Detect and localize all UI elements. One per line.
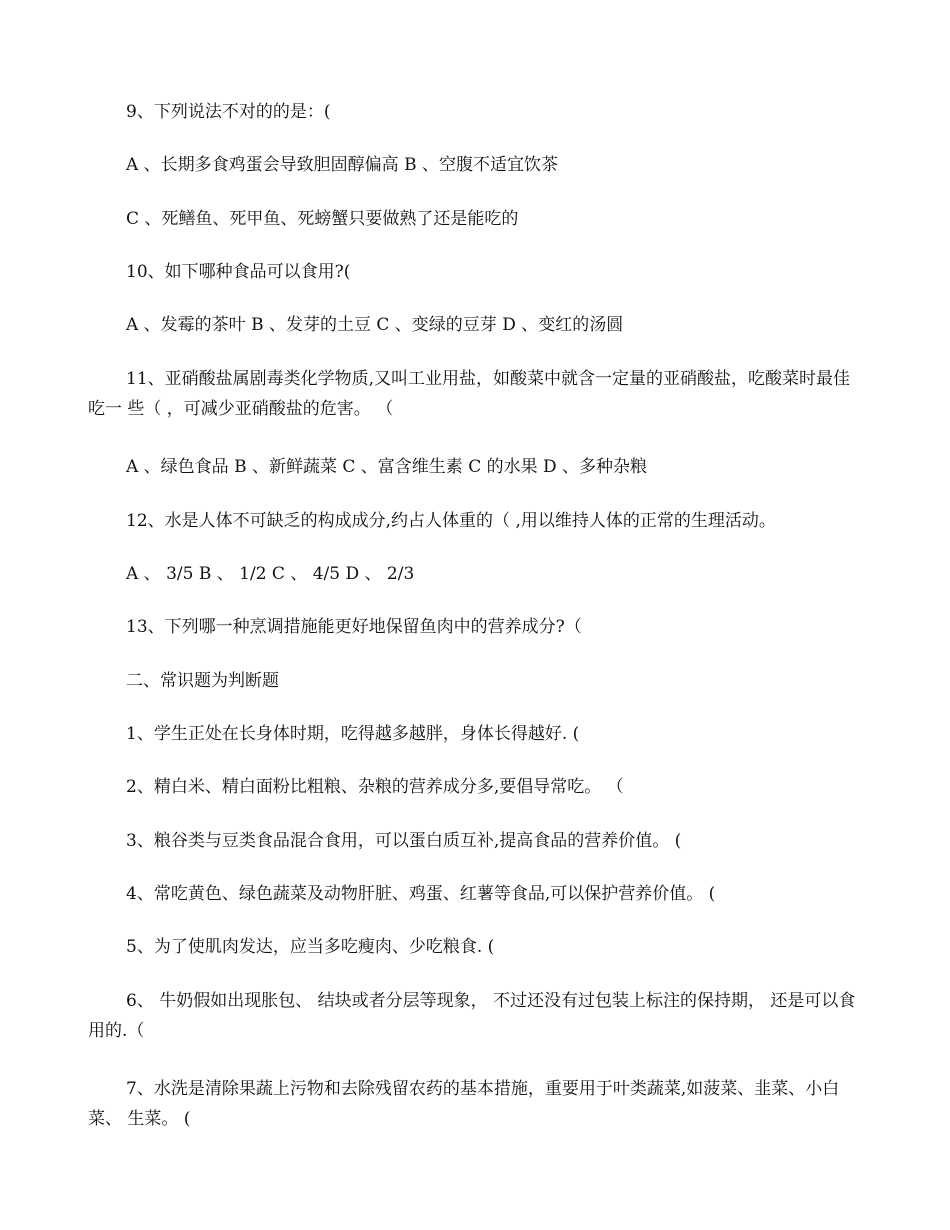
judgement-3: 3、粮谷类与豆类食品混合食用，可以蛋白质互补,提高食品的营养价值。 ( xyxy=(126,831,682,851)
question-11: 11、亚硝酸盐属剧毒类化学物质,又叫工业用盐，如酸菜中就含一定量的亚硝酸盐，吃酸菜时最佳吃一 些（ ，可减少亚硝酸盐的危害。 （ xyxy=(88,369,851,419)
judgement-4: 4、常吃黄色、绿色蔬菜及动物肝脏、鸡蛋、红薯等食品,可以保护营养价值。 ( xyxy=(126,884,716,904)
judgement-6: 6、 牛奶假如出现胀包、 结块或者分层等现象， 不过还没有过包装上标注的保持期， 还是可以食用的.（ xyxy=(88,991,856,1041)
judgement-1: 1、学生正处在长身体时期，吃得越多越胖，身体长得越好. ( xyxy=(126,724,580,744)
question-9-options-ab: A 、长期多食鸡蛋会导致胆固醇偏高 B 、空腹不适宜饮茶 xyxy=(126,155,558,175)
question-9: 9、下列说法不对的的是：( xyxy=(126,102,331,122)
question-10: 10、如下哪种食品可以食用?( xyxy=(126,262,351,282)
section-heading-judgement: 二、常识题为判断题 xyxy=(126,671,279,691)
question-9-option-c: C 、死鳝鱼、死甲鱼、死螃蟹只要做熟了还是能吃的 xyxy=(126,209,519,229)
question-13: 13、下列哪一种烹调措施能更好地保留鱼肉中的营养成分?（ xyxy=(126,617,582,637)
judgement-5: 5、为了使肌肉发达，应当多吃瘦肉、少吃粮食. ( xyxy=(126,937,495,957)
question-12: 12、水是人体不可缺乏的构成成分,约占人体重的（ ,用以维持人体的正常的生理活动。 xyxy=(126,511,776,531)
judgement-7: 7、水洗是清除果蔬上污物和去除残留农药的基本措施，重要用于叶类蔬菜,如菠菜、韭菜、小白菜、 生菜。 ( xyxy=(88,1079,840,1129)
question-11-options: A 、绿色食品 B 、新鲜蔬菜 C 、富含维生素 C 的水果 D 、多种杂粮 xyxy=(126,457,648,477)
judgement-2: 2、精白米、精白面粉比粗粮、杂粮的营养成分多,要倡导常吃。 （ xyxy=(126,777,624,797)
question-10-options: A 、发霉的茶叶 B 、发芽的土豆 C 、变绿的豆芽 D 、变红的汤圆 xyxy=(126,315,624,335)
question-12-options: A 、 3/5 B 、 1/2 C 、 4/5 D 、 2/3 xyxy=(126,564,415,584)
